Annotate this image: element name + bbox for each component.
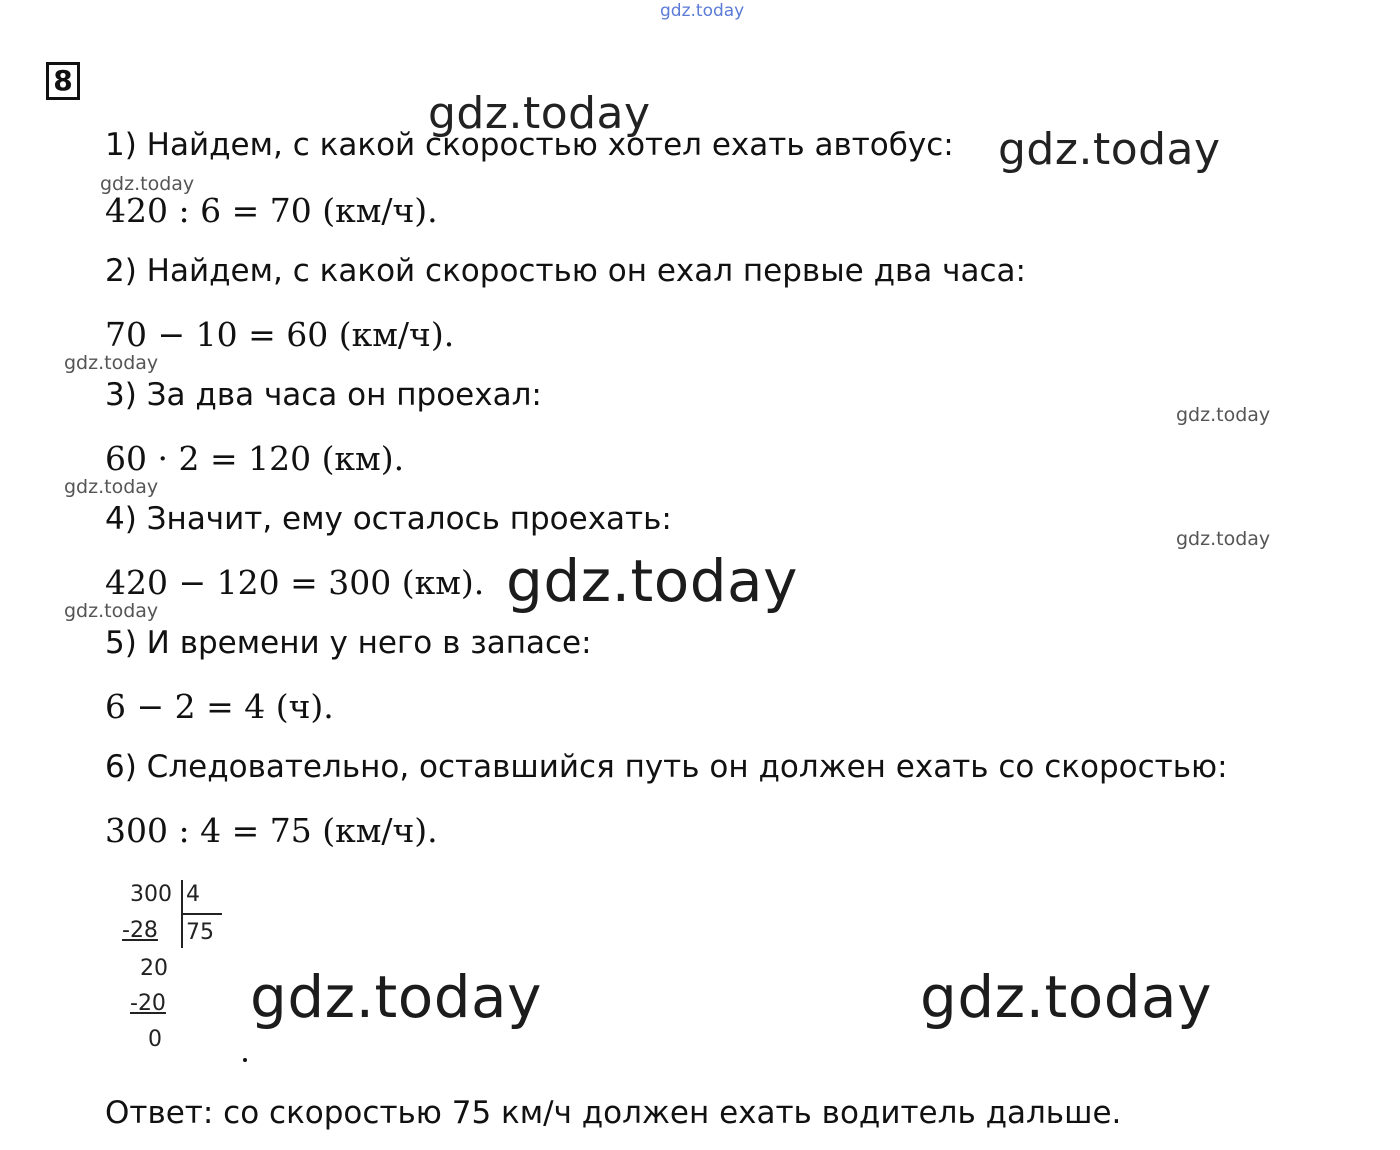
- problem-number: 8: [46, 62, 80, 100]
- watermark-small-1: gdz.today: [100, 173, 195, 195]
- step-3: 3) За два часа он проехал:: [105, 377, 542, 413]
- ld-divisor: 4: [186, 882, 200, 907]
- step-6: 6) Следовательно, оставшийся путь он должен ехать со скоростью:: [105, 749, 1228, 785]
- watermark-top: gdz.today: [660, 1, 745, 21]
- ld-remainder-1: 20: [140, 956, 168, 981]
- watermark-big-bottom-left: gdz.today: [250, 963, 542, 1031]
- long-division: [118, 880, 238, 1060]
- step-1: 1) Найдем, с какой скоростью хотел ехать автобус:: [105, 127, 954, 163]
- answer-line: Ответ: со скоростью 75 км/ч должен ехать водитель дальше.: [105, 1095, 1122, 1131]
- calc-6: 300 : 4 = 75 (км/ч).: [105, 811, 438, 850]
- step-4: 4) Значит, ему осталось проехать:: [105, 501, 672, 537]
- step-2: 2) Найдем, с какой скоростью он ехал первые два часа:: [105, 253, 1026, 289]
- watermark-right-top: gdz.today: [998, 124, 1221, 175]
- ld-remainder-2: 0: [148, 1027, 162, 1052]
- calc-2: 70 − 10 = 60 (км/ч).: [105, 315, 455, 354]
- calc-3: 60 · 2 = 120 (км).: [105, 439, 405, 478]
- watermark-mid-top: gdz.today: [428, 88, 651, 139]
- ld-quotient: 75: [186, 920, 214, 945]
- calc-5: 6 − 2 = 4 (ч).: [105, 687, 334, 726]
- step-5: 5) И времени у него в запасе:: [105, 625, 592, 661]
- ld-subtract-2: -20: [130, 991, 166, 1016]
- watermark-small-right-1: gdz.today: [1176, 404, 1271, 426]
- watermark-small-right-2: gdz.today: [1176, 528, 1271, 550]
- watermark-big-center: gdz.today: [506, 547, 798, 615]
- watermark-small-2: gdz.today: [64, 352, 159, 374]
- stray-dot: [243, 1058, 247, 1062]
- ld-horizontal-bar: [182, 913, 222, 915]
- calc-4: 420 − 120 = 300 (км).: [105, 563, 485, 602]
- ld-subtract-1: -28: [122, 918, 158, 943]
- watermark-small-4: gdz.today: [64, 600, 159, 622]
- calc-1: 420 : 6 = 70 (км/ч).: [105, 191, 438, 230]
- watermark-big-bottom-right: gdz.today: [920, 963, 1212, 1031]
- ld-dividend: 300: [130, 882, 172, 907]
- watermark-small-3: gdz.today: [64, 476, 159, 498]
